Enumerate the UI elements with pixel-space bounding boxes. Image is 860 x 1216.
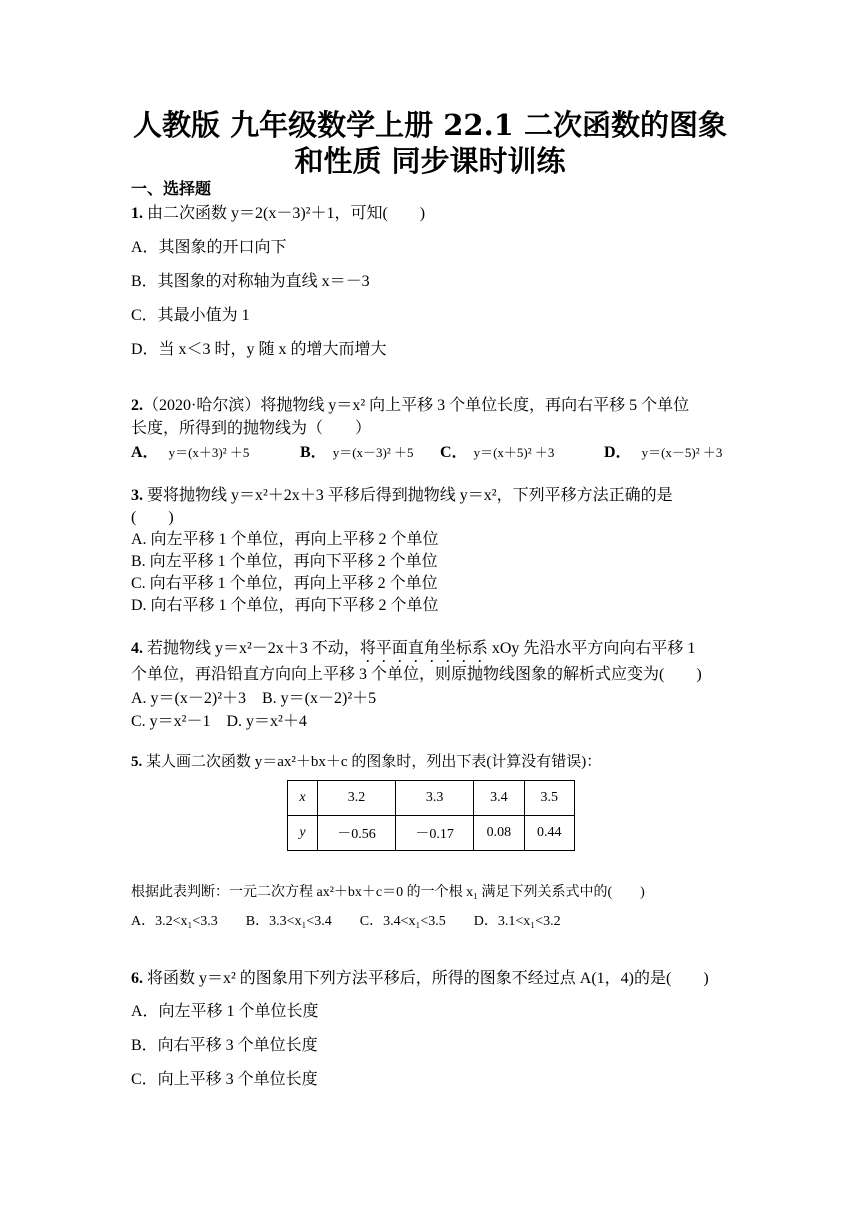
question-1-stem xyxy=(131,204,425,224)
question-2-option-d xyxy=(604,443,722,463)
table-cell: 3.5 xyxy=(524,781,574,816)
table-cell: 3.4 xyxy=(474,781,524,816)
table-cell: －0.17 xyxy=(396,816,474,851)
question-3-line-2: ( ) xyxy=(131,509,174,526)
question-4-options-cd: C. y＝x²－1 D. y＝x²＋4 xyxy=(131,713,307,730)
table-header-y: y xyxy=(288,816,318,851)
question-4-options-ab: A. y＝(x－2)²＋3 B. y＝(x－2)²＋5 xyxy=(131,690,377,707)
question-1-option-a: A．其图象的开口向下 xyxy=(131,239,287,256)
question-2-line-2: 长度，所得到的抛物线为（ ） xyxy=(131,420,372,437)
table-cell: 0.44 xyxy=(524,816,574,851)
question-1-text: 由二次函数 y＝2(x－3)²＋1，可知( ) xyxy=(147,205,426,222)
question-5-judgement: 根据此表判断：一元二次方程 ax²＋bx＋c＝0 的一个根 x₁ 满足下列关系式中的( ) xyxy=(131,885,645,900)
value-table xyxy=(287,780,575,851)
table-row xyxy=(288,816,575,851)
option-label: C． xyxy=(440,444,468,461)
question-5-options: A．3.2<x₁<3.3 B．3.3<x₁<3.4 C．3.4<x₁<3.5 D．3.1<x₁<3.2 xyxy=(131,914,561,929)
question-3-option-c: C. 向右平移 1 个单位，再向上平移 2 个单位 xyxy=(131,575,438,592)
table-cell: 3.2 xyxy=(318,781,396,816)
question-2-line-1 xyxy=(131,396,689,416)
question-3-line-1 xyxy=(131,486,673,506)
question-5-stem xyxy=(131,752,601,772)
question-number: 4. xyxy=(131,640,143,657)
table-header-x: x xyxy=(288,781,318,816)
table-cell: 0.08 xyxy=(474,816,524,851)
question-3-option-b: B. 向左平移 1 个单位，再向下平移 2 个单位 xyxy=(131,553,438,570)
table-cell: 3.3 xyxy=(396,781,474,816)
question-3-text-1: 要将抛物线 y＝x²＋2x＋3 平移后得到抛物线 y＝x²，下列平移方法正确的是 xyxy=(147,487,673,504)
question-4-line-1 xyxy=(131,639,695,666)
question-6-option-a: A．向左平移 1 个单位长度 xyxy=(131,1003,319,1020)
question-1-option-b: B．其图象的对称轴为直线 x＝－3 xyxy=(131,273,370,290)
question-4-line-2: 个单位，再沿铅直方向向上平移 3 个单位，则原抛物线图象的解析式应变为( ) xyxy=(131,666,702,683)
question-number: 2. xyxy=(131,397,143,414)
question-2-option-c xyxy=(440,443,554,463)
question-3-option-a: A. 向左平移 1 个单位，再向上平移 2 个单位 xyxy=(131,531,439,548)
question-3-option-d: D. 向右平移 1 个单位，再向下平移 2 个单位 xyxy=(131,597,439,614)
question-number: 1. xyxy=(131,205,143,222)
page-title-line-2: 和性质 同步课时训练 xyxy=(294,144,566,178)
question-number: 5. xyxy=(131,754,143,770)
question-6-option-b: B．向右平移 3 个单位长度 xyxy=(131,1037,318,1054)
question-6-option-c: C．向上平移 3 个单位长度 xyxy=(131,1071,318,1088)
question-6-text: 将函数 y＝x² 的图象用下列方法平移后，所得的图象不经过点 A(1，4)的是( ) xyxy=(147,970,709,987)
question-2-text-1: （2020·哈尔滨）将抛物线 y＝x² 向上平移 3 个单位长度，再向右平移 5 个单位 xyxy=(143,397,690,414)
question-4-text-1a: 若抛物线 y＝x²－2x＋3 不动， xyxy=(147,640,360,657)
question-5-text: 某人画二次函数 y＝ax²＋bx＋c 的图象时，列出下表(计算没有错误)： xyxy=(146,754,602,770)
question-number: 6. xyxy=(131,970,143,987)
option-label: D． xyxy=(604,444,632,461)
option-expression: y＝(x＋3)² ＋5 xyxy=(168,445,250,460)
question-2-option-b xyxy=(300,443,414,463)
option-label: B． xyxy=(300,444,327,461)
table-row xyxy=(288,781,575,816)
table-cell: －0.56 xyxy=(318,816,396,851)
option-expression: y＝(x＋5)² ＋3 xyxy=(473,445,555,460)
question-2-option-a xyxy=(131,443,249,463)
option-expression: y＝(x－5)² ＋3 xyxy=(641,445,723,460)
question-4-emphasis: 将平面直角坐标系 xyxy=(359,640,488,657)
question-4-text-1c: xOy 先沿水平方向向右平移 1 xyxy=(487,640,696,657)
question-1-option-d: D．当 x＜3 时，y 随 x 的增大而增大 xyxy=(131,341,387,358)
section-heading: 一、选择题 xyxy=(131,181,212,198)
question-6-stem xyxy=(131,969,709,989)
question-number: 3. xyxy=(131,487,143,504)
question-1-option-c: C．其最小值为 1 xyxy=(131,307,250,324)
page-title-line-1: 人教版 九年级数学上册 22.1 二次函数的图象 xyxy=(133,108,727,142)
option-expression: y＝(x－3)² ＋5 xyxy=(332,445,414,460)
option-label: A． xyxy=(131,444,159,461)
